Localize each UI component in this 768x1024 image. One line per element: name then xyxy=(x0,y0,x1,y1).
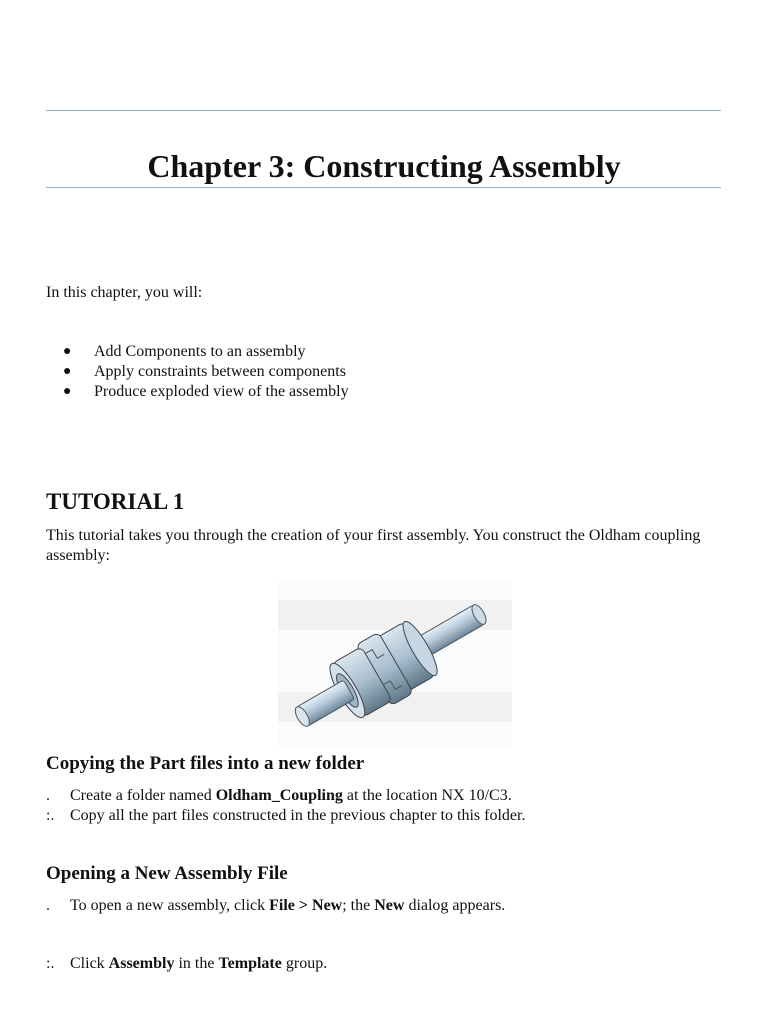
step-create-folder: . Create a folder named Oldham_Coupling at the location NX 10/C3. xyxy=(46,787,512,804)
step-click-assembly: :. Click Assembly in the Template group. xyxy=(46,955,328,972)
step-copy-files: :. Copy all the part files constructed in the previous chapter to this folder. xyxy=(46,807,526,824)
tutorial-description: This tutorial takes you through the creation of your first assembly. You construct the Oldham coupling assembly: xyxy=(46,527,701,564)
objectives-list xyxy=(46,342,349,402)
bullet-icon: ● xyxy=(63,384,72,399)
section-heading-opening: Opening a New Assembly File xyxy=(46,863,288,884)
chapter-title: Chapter 3: Constructing Assembly xyxy=(147,148,621,184)
oldham-coupling-image xyxy=(278,580,512,746)
section-heading-copying: Copying the Part files into a new folder xyxy=(46,753,365,774)
top-rule xyxy=(46,110,721,111)
step-open-assembly: . To open a new assembly, click File > New; the New dialog appears. xyxy=(46,897,506,914)
tutorial-heading: TUTORIAL 1 xyxy=(46,489,185,514)
bullet-icon: ● xyxy=(63,364,72,379)
list-item: ● Apply constraints between components xyxy=(63,363,346,380)
bullet-icon: ● xyxy=(63,344,72,359)
title-underline xyxy=(46,187,721,188)
list-item: ● Produce exploded view of the assembly xyxy=(63,383,349,400)
list-item: ● Add Components to an assembly xyxy=(63,343,306,360)
intro-text: In this chapter, you will: xyxy=(46,284,203,301)
